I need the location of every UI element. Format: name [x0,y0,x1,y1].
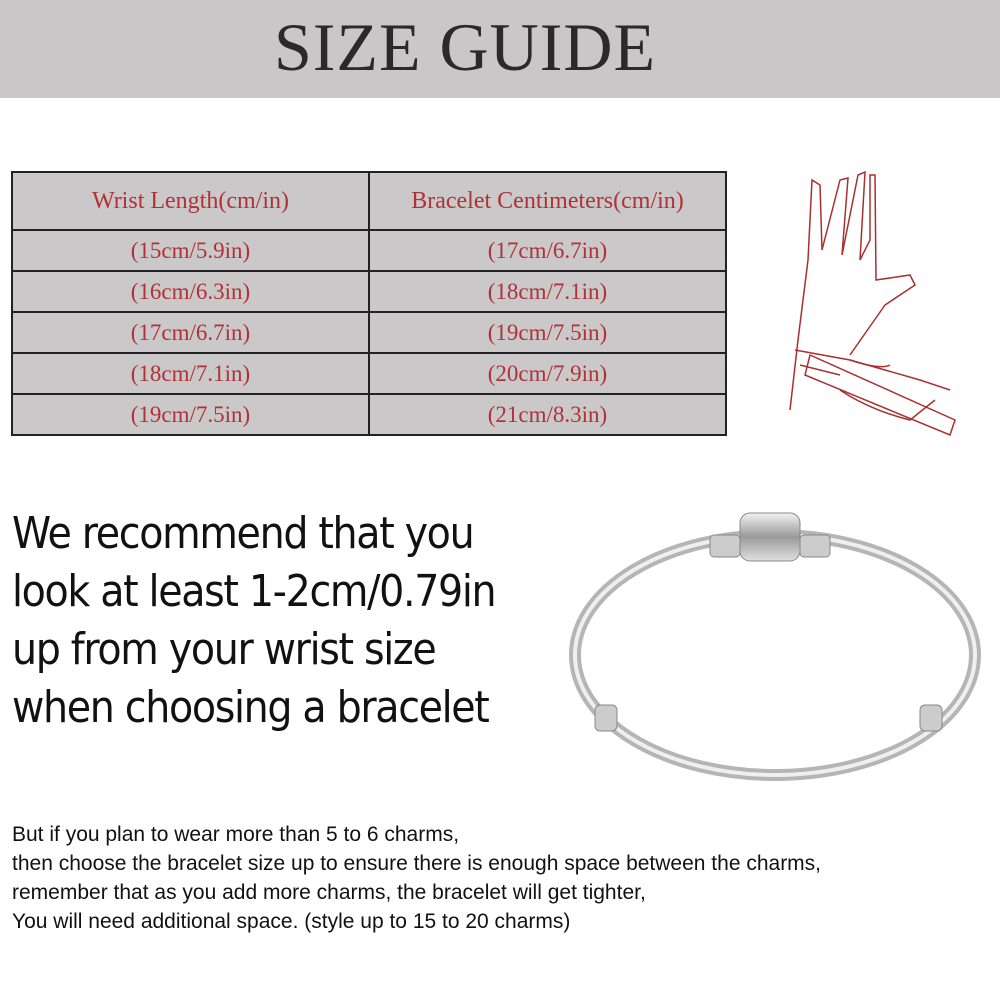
size-table [11,171,727,436]
note-line: But if you plan to wear more than 5 to 6 charms, [12,823,460,846]
note-line: remember that as you add more charms, the bracelet will get tighter, [12,881,646,904]
recommendation-line: look at least 1-2cm/0.79in [12,566,496,617]
cell: (17cm/6.7in) [12,312,369,353]
bracelet-image [560,505,990,805]
note-line: then choose the bracelet size up to ensure there is enough space between the charms, [12,852,822,875]
table-row [12,271,726,312]
cell: (21cm/8.3in) [369,394,726,435]
recommendation-line: up from your wrist size [12,624,436,675]
note-line: You will need additional space. (style up to 15 to 20 charms) [12,910,571,933]
header-wrist-length: Wrist Length(cm/in) [12,172,369,230]
cell: (19cm/7.5in) [369,312,726,353]
recommendation-text [12,505,495,737]
table-row [12,394,726,435]
table-header [12,172,726,230]
recommendation-line: We recommend that you [12,508,474,559]
table-row [12,312,726,353]
cell: (17cm/6.7in) [369,230,726,271]
cell: (19cm/7.5in) [12,394,369,435]
charms-note [12,820,821,936]
cell: (20cm/7.9in) [369,353,726,394]
page-title: SIZE GUIDE [273,9,657,85]
table-row [12,353,726,394]
hand-measuring-illustration [770,150,970,450]
cell: (18cm/7.1in) [12,353,369,394]
header-bracelet-size: Bracelet Centimeters(cm/in) [369,172,726,230]
cell: (16cm/6.3in) [12,271,369,312]
table-row [12,230,726,271]
cell: (15cm/5.9in) [12,230,369,271]
cell: (18cm/7.1in) [369,271,726,312]
recommendation-line: when choosing a bracelet [12,682,489,733]
